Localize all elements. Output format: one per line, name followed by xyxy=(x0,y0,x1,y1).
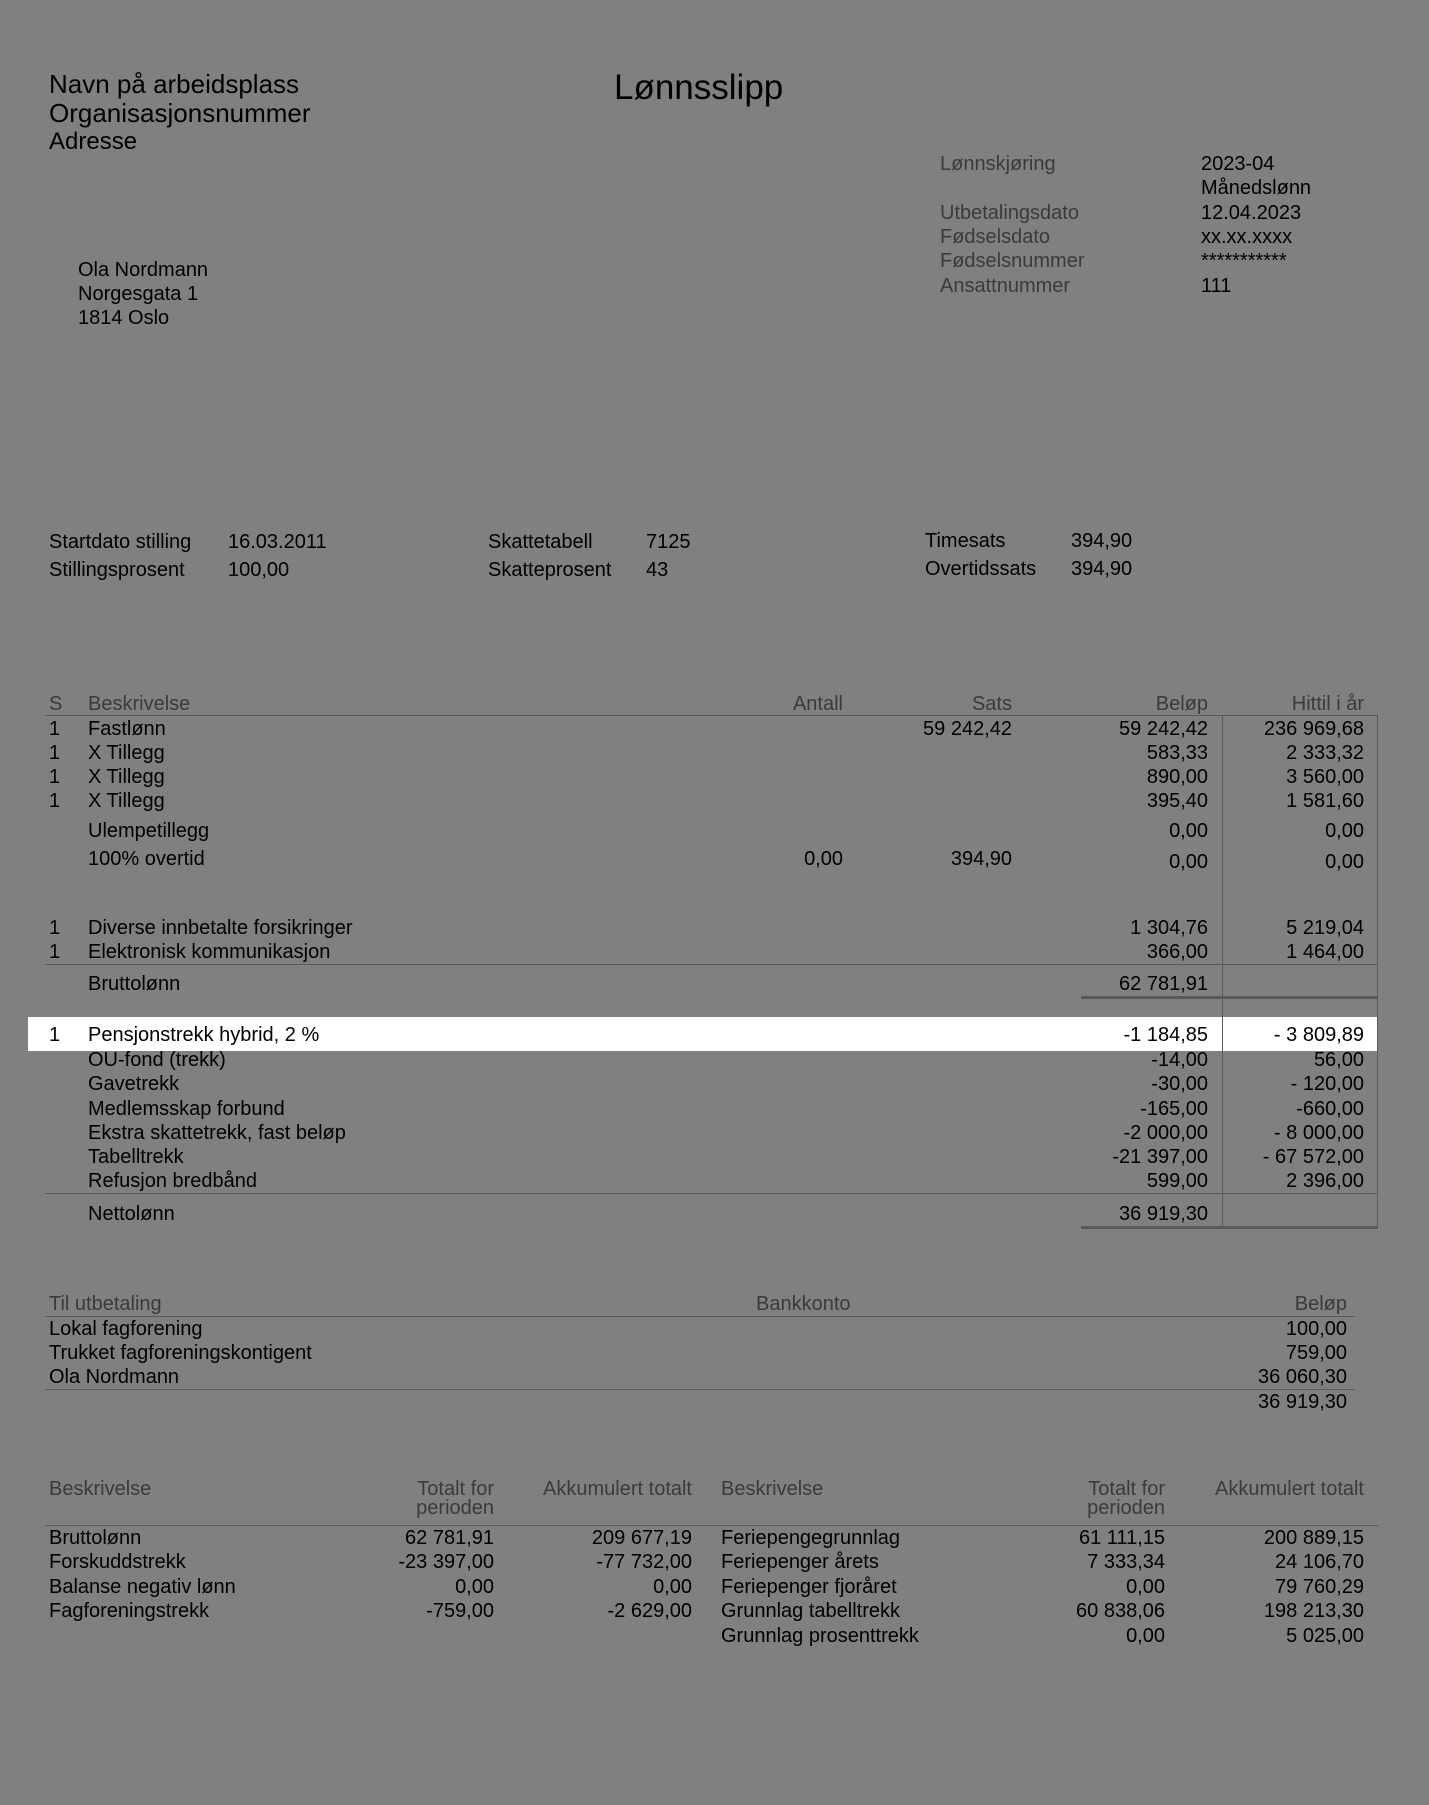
meta-label: Fødselsdato xyxy=(940,226,1051,248)
brutto-underline xyxy=(1081,996,1378,999)
meta-label: Ansattnummer xyxy=(940,275,1071,297)
table-row: 100% overtid 0,00 394,90 0,00 0,00 xyxy=(88,848,1364,873)
payout-total: 36 919,30 xyxy=(1258,1391,1347,1413)
recipient-address xyxy=(78,258,208,330)
netto-row xyxy=(0,1202,1429,1226)
header-s: S xyxy=(49,693,63,715)
summary-right-header: Beskrivelse Totalt for perioden Akkumulert totalt xyxy=(721,1478,1364,1519)
skatteprosent-label: Skatteprosent xyxy=(488,559,612,581)
overtidssats-label: Overtidssats xyxy=(925,558,1037,580)
table-row: 1 X Tillegg 395,40 1 581,60 xyxy=(49,790,1364,812)
payout-row: Trukket fagforeningskontigent 759,00 xyxy=(49,1342,1347,1364)
meta-value: 2023-04 xyxy=(1201,153,1275,175)
table-row: Ekstra skattetrekk, fast beløp -2 000,00 - 8 000,00 xyxy=(88,1122,1364,1144)
header-desc: Beskrivelse xyxy=(88,693,191,715)
table-row: 1 X Tillegg 890,00 3 560,00 xyxy=(49,766,1364,788)
table-row: Tabelltrekk -21 397,00 - 67 572,00 xyxy=(88,1146,1364,1168)
table-header-rule xyxy=(45,715,1378,716)
summary-row: Balanse negativ lønn 0,00 0,00 xyxy=(49,1576,692,1598)
table-row: 1 Pensjonstrekk hybrid, 2 % -1 184,85 - 3 809,89 xyxy=(49,1024,1364,1046)
employer-org-number: Organisasjonsnummer xyxy=(49,98,311,128)
meta-label: Lønnskjøring xyxy=(940,153,1056,175)
page-title: Lønnsslipp xyxy=(614,68,784,107)
table-row: OU-fond (trekk) -14,00 56,00 xyxy=(88,1049,1364,1071)
payout-total-row xyxy=(0,1390,1429,1414)
table-row: Gavetrekk -30,00 - 120,00 xyxy=(88,1073,1364,1095)
payout-header xyxy=(0,1292,1429,1316)
meta-value: 12.04.2023 xyxy=(1201,202,1302,224)
summary-row: Bruttolønn 62 781,91 209 677,19 xyxy=(49,1527,692,1549)
brutto-row xyxy=(0,972,1429,996)
recipient-name: Ola Nordmann xyxy=(78,259,209,281)
payout-header-name: Til utbetaling xyxy=(49,1293,162,1315)
brutto-rule xyxy=(45,964,1378,965)
brutto-value: 62 781,91 xyxy=(1119,973,1208,995)
startdato-value: 16.03.2011 xyxy=(228,531,327,553)
table-row: Refusjon bredbånd 599,00 2 396,00 xyxy=(88,1170,1364,1192)
payout-row: Lokal fagforening 100,00 xyxy=(49,1318,1347,1340)
summary-row: Feriepenger årets 7 333,34 24 106,70 xyxy=(721,1551,1364,1573)
header-hittil: Hittil i år xyxy=(1291,693,1364,715)
table-row: 1 Diverse innbetalte forsikringer 1 304,76 5 219,04 xyxy=(49,917,1364,939)
stillingsprosent-label: Stillingsprosent xyxy=(49,559,185,581)
netto-underline xyxy=(1081,1226,1378,1229)
header-sats: Sats xyxy=(971,693,1012,715)
summary-row: Fagforeningstrekk -759,00 -2 629,00 xyxy=(49,1600,692,1622)
meta-value: Månedslønn xyxy=(1201,177,1312,199)
startdato-label: Startdato stilling xyxy=(49,531,192,553)
meta-label: Utbetalingsdato xyxy=(940,202,1079,224)
summary-row: Forskuddstrekk -23 397,00 -77 732,00 xyxy=(49,1551,692,1573)
table-header xyxy=(0,692,1429,716)
header-belop: Beløp xyxy=(1155,693,1208,715)
table-row: 1 Fastlønn 59 242,42 59 242,42 236 969,68 xyxy=(49,718,1364,740)
stillingsprosent-value: 100,00 xyxy=(228,559,290,581)
skatteprosent-value: 43 xyxy=(646,559,669,581)
recipient-city: 1814 Oslo xyxy=(78,307,170,329)
netto-label: Nettolønn xyxy=(88,1203,175,1225)
netto-rule xyxy=(45,1193,1378,1194)
table-row: Ulempetillegg 0,00 0,00 xyxy=(88,820,1364,842)
meta-value: 111 xyxy=(1201,275,1232,297)
table-row: 1 Elektronisk kommunikasjon 366,00 1 464,00 xyxy=(49,941,1364,963)
table-row: Medlemsskap forbund -165,00 -660,00 xyxy=(88,1098,1364,1120)
payout-header-bank: Bankkonto xyxy=(756,1293,851,1315)
netto-value: 36 919,30 xyxy=(1119,1203,1208,1225)
timesats-value: 394,90 xyxy=(1071,530,1133,552)
table-row: 1 X Tillegg 583,33 2 333,32 xyxy=(49,742,1364,764)
brutto-label: Bruttolønn xyxy=(88,973,181,995)
meta-value: *********** xyxy=(1201,250,1287,272)
skattetabell-value: 7125 xyxy=(646,531,691,553)
employer-address: Adresse xyxy=(49,128,138,155)
summary-row: Grunnlag tabelltrekk 60 838,06 198 213,30 xyxy=(721,1600,1364,1622)
payout-header-amount: Beløp xyxy=(1294,1293,1347,1315)
meta-value: xx.xx.xxxx xyxy=(1201,226,1293,248)
summary-row: Feriepenger fjoråret 0,00 79 760,29 xyxy=(721,1576,1364,1598)
summary-row: Grunnlag prosenttrekk 0,00 5 025,00 xyxy=(721,1625,1364,1647)
overtidssats-value: 394,90 xyxy=(1071,558,1133,580)
header-antall: Antall xyxy=(792,693,843,715)
timesats-label: Timesats xyxy=(925,530,1006,552)
summary-row: Feriepengegrunnlag 61 111,15 200 889,15 xyxy=(721,1527,1364,1549)
summary-left-header: Beskrivelse Totalt for perioden Akkumulert totalt xyxy=(49,1478,692,1519)
employer-block xyxy=(49,70,311,156)
payout-row: Ola Nordmann 36 060,30 xyxy=(49,1366,1347,1388)
recipient-street: Norgesgata 1 xyxy=(78,283,199,305)
skattetabell-label: Skattetabell xyxy=(488,531,593,553)
meta-label: Fødselsnummer xyxy=(940,250,1085,272)
employer-name: Navn på arbeidsplass xyxy=(49,69,300,99)
